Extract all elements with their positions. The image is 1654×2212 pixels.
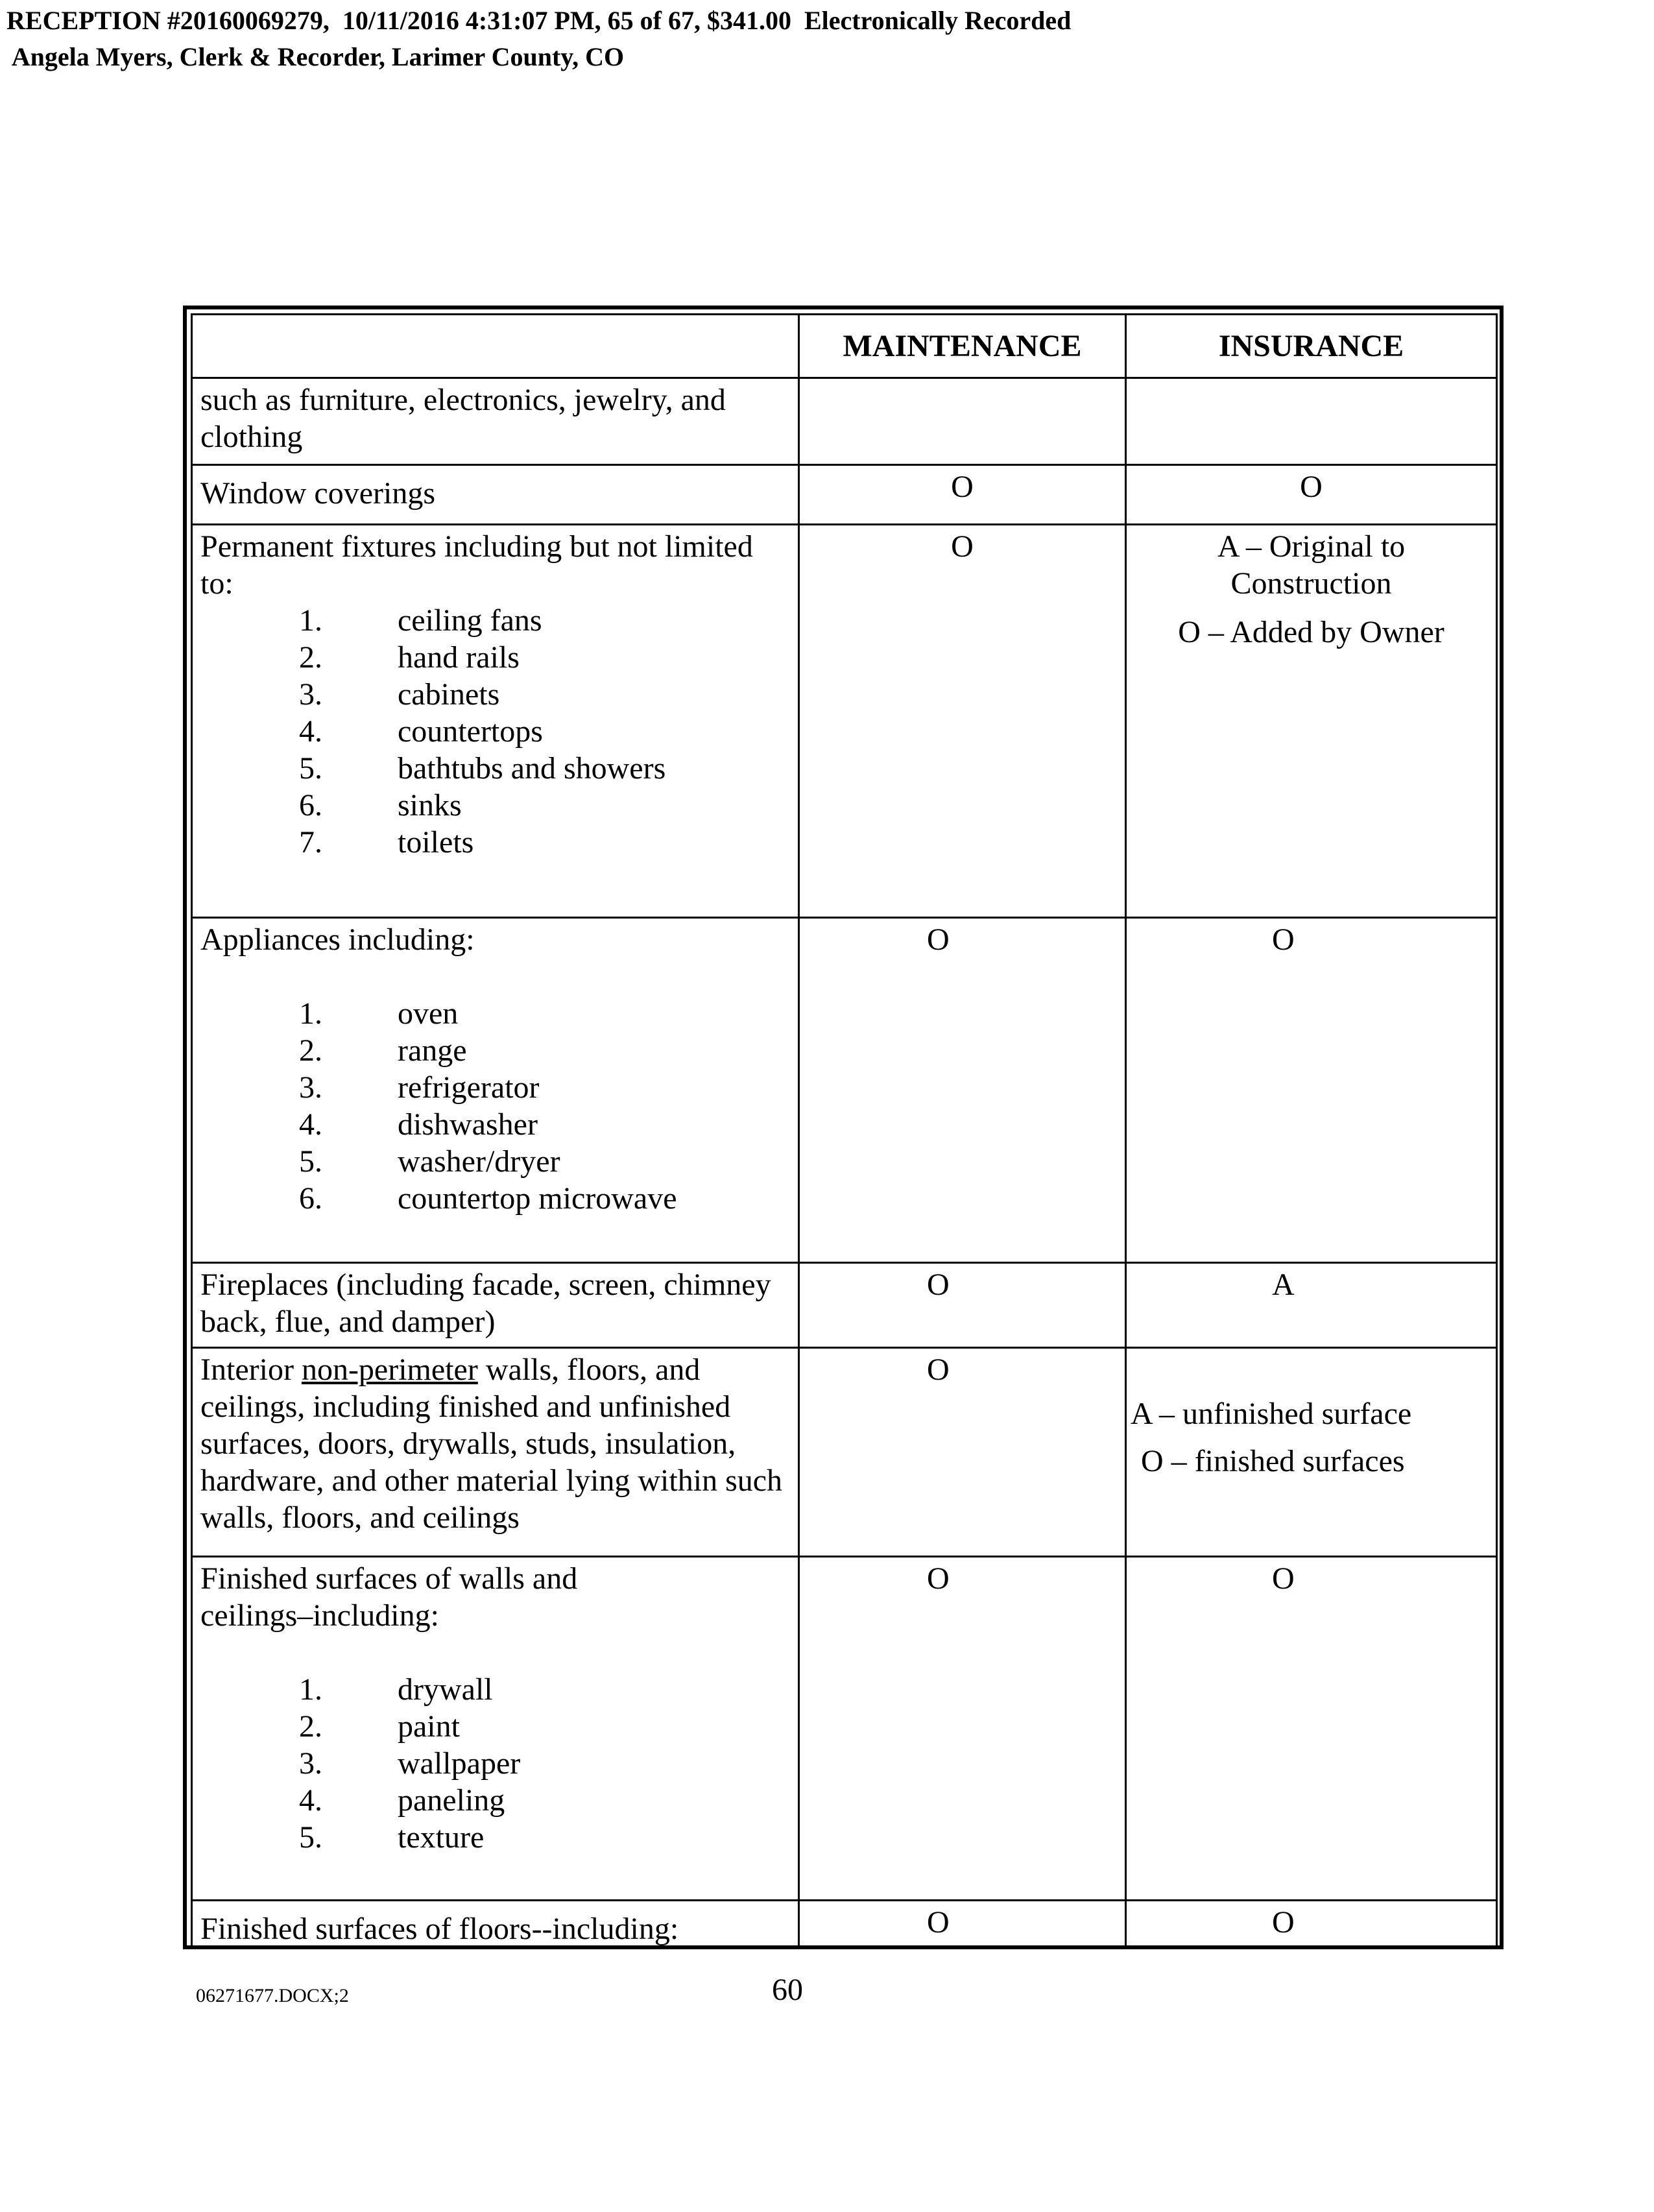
row-insurance: A — [1126, 1263, 1497, 1348]
list-item: 6. countertop microwave — [299, 1181, 677, 1216]
page-number: 60 — [772, 1973, 803, 2007]
table-row — [192, 1263, 1497, 1348]
responsibility-table — [191, 313, 1498, 1949]
list-item: 4. dishwasher — [299, 1107, 538, 1142]
list-item: 1. ceiling fans — [299, 603, 542, 638]
table-row — [192, 1901, 1497, 1949]
row-item-cell — [192, 1557, 799, 1901]
row-maintenance: O — [799, 918, 1126, 1263]
row-maintenance: O — [799, 1348, 1126, 1557]
row-maintenance — [799, 378, 1126, 465]
list-item: 1. oven — [299, 996, 459, 1031]
list-item: 3. refrigerator — [299, 1070, 540, 1105]
list-item: 2. hand rails — [299, 640, 520, 675]
row-insurance — [1126, 378, 1497, 465]
list-item: 4. countertops — [299, 714, 543, 749]
table-row — [192, 465, 1497, 525]
row-item: Fireplaces (including facade, screen, chimney back, flue, and damper) — [192, 1263, 799, 1348]
list-item: 3. cabinets — [299, 677, 500, 712]
row-insurance: O — [1126, 1901, 1497, 1949]
list-item: 2. paint — [299, 1709, 460, 1744]
recording-stamp — [6, 3, 1071, 75]
list-item: 1. drywall — [299, 1672, 493, 1707]
row-item: such as furniture, electronics, jewelry, and clothing — [192, 378, 799, 465]
row-insurance: O — [1126, 1557, 1497, 1901]
document-id: 06271677.DOCX;2 — [196, 1985, 349, 2006]
list-item: 2. range — [299, 1033, 467, 1068]
list-item: 5. washer/dryer — [299, 1144, 560, 1179]
row-item-post: walls, floors, and ceilings, including finished and unfinished surfaces, doors, drywalls, studs, insulation, hardware, and other material lying within such walls, floors, and ceilings — [200, 1352, 783, 1535]
insurance-line: A – unfinished surface — [1131, 1397, 1412, 1431]
table-row — [192, 918, 1497, 1263]
table-row — [192, 525, 1497, 918]
row-item-cell — [192, 1348, 799, 1557]
row-item: Finished surfaces of walls and ceilings–including: — [200, 1561, 578, 1633]
row-item-cell — [192, 918, 799, 1263]
fixtures-list — [200, 602, 793, 861]
list-item: 5. texture — [299, 1820, 485, 1855]
table-row — [192, 378, 1497, 465]
row-item: Window coverings — [192, 465, 799, 525]
row-item: Finished surfaces of floors--including: — [192, 1901, 799, 1949]
row-item-pre: Interior — [200, 1352, 302, 1387]
table-header-row — [192, 315, 1497, 378]
row-maintenance: O — [799, 1557, 1126, 1901]
row-insurance: O — [1126, 918, 1497, 1263]
row-insurance: O — [1126, 465, 1497, 525]
list-item: 6. sinks — [299, 788, 462, 823]
row-maintenance: O — [799, 1901, 1126, 1949]
list-item: 7. toilets — [299, 825, 474, 860]
header-maintenance: MAINTENANCE — [799, 315, 1126, 378]
table-row — [192, 1557, 1497, 1901]
header-item — [192, 315, 799, 378]
list-item: 3. wallpaper — [299, 1746, 521, 1781]
row-insurance — [1126, 1348, 1497, 1557]
finished-surfaces-list — [200, 1671, 793, 1856]
table-row — [192, 1348, 1497, 1557]
stamp-line-2: Angela Myers, Clerk & Recorder, Larimer County, CO — [6, 42, 625, 71]
row-item-cell — [192, 525, 799, 918]
row-item: Permanent fixtures including but not limited to: — [200, 529, 753, 601]
insurance-line: A – Original to Construction — [1217, 529, 1406, 601]
row-insurance — [1126, 525, 1497, 918]
stamp-line-1: RECEPTION #20160069279, 10/11/2016 4:31:07 PM, 65 of 67, $341.00 Electronically Recorded — [6, 6, 1072, 35]
header-insurance: INSURANCE — [1126, 315, 1497, 378]
appliances-list — [200, 995, 793, 1217]
row-maintenance: O — [799, 1263, 1126, 1348]
row-item-underlined: non-perimeter — [301, 1352, 478, 1387]
insurance-line: O – Added by Owner — [1178, 615, 1444, 649]
responsibility-table-frame — [183, 306, 1504, 1949]
row-maintenance: O — [799, 525, 1126, 918]
list-item: 4. paneling — [299, 1783, 505, 1818]
insurance-line: O – finished surfaces — [1141, 1444, 1405, 1478]
row-maintenance: O — [799, 465, 1126, 525]
row-item: Appliances including: — [200, 922, 475, 957]
list-item: 5. bathtubs and showers — [299, 751, 666, 786]
